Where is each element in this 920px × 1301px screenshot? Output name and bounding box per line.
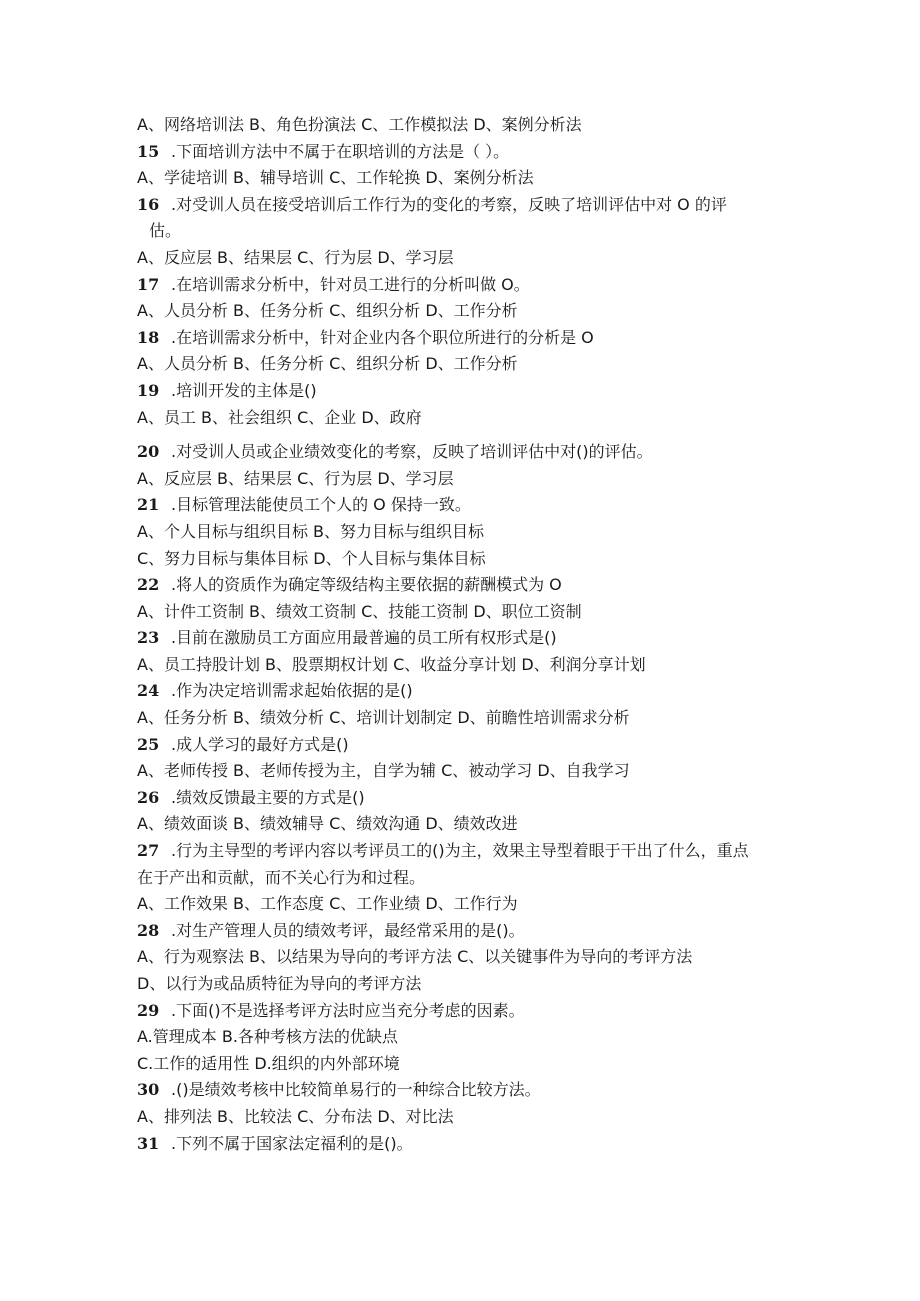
list-item [137,139,797,166]
list-item [137,652,797,679]
question-number: 20 [137,442,160,462]
list-item [137,298,797,325]
list-item [137,625,797,652]
list-item [137,811,797,838]
line-text: A、学徒培训 B、辅导培训 C、工作轮换 D、案例分析法 [137,168,534,188]
line-text: D、以行为或品质特征为导向的考评方法 [137,974,422,993]
line-text: A.管理成本 B.各种考核方法的优缺点 [137,1027,398,1047]
line-text: .在培训需求分析中，针对企业内各个职位所进行的分析是 O [171,327,594,347]
line-text: A、反应层 B、结果层 C、行为层 D、学习层 [137,247,454,267]
line-text: .绩效反馈最主要的方式是() [171,787,365,807]
line-text: .培训开发的主体是() [171,380,317,400]
line-text: .作为决定培训需求起始依据的是() [171,681,413,701]
question-number: 29 [137,1000,160,1020]
question-number: 22 [137,575,160,595]
list-item [137,245,797,272]
line-text: A、绩效面谈 B、绩效辅导 C、绩效沟通 D、绩效改进 [137,814,518,834]
question-number: 17 [137,274,160,294]
list-item [137,918,797,945]
line-text: A、工作效果 B、工作态度 C、工作业绩 D、工作行为 [137,894,518,914]
list-item [137,678,797,705]
list-item [137,944,797,971]
question-number: 15 [137,141,160,161]
line-text: .()是绩效考核中比较简单易行的一种综合比较方法。 [171,1080,541,1100]
list-item [137,998,797,1025]
list-item [137,572,797,599]
question-number: 18 [137,327,160,347]
line-text: .目前在激励员工方面应用最普遍的员工所有权形式是() [171,628,557,648]
question-number: 16 [137,194,160,214]
list-item [137,971,797,998]
line-text: .目标管理法能使员工个人的 O 保持一致。 [171,495,471,515]
line-text: .对受训人员在接受培训后工作行为的变化的考察，反映了培训评估中对 O 的评 [171,194,727,214]
list-item [137,466,797,493]
line-text: 估。 [149,221,182,241]
list-item [137,891,797,918]
line-text: A、计件工资制 B、绩效工资制 C、技能工资制 D、职位工资制 [137,601,582,621]
line-text: .下列不属于国家法定福利的是()。 [171,1133,413,1153]
line-text: C.工作的适用性 D.组织的内外部环境 [137,1053,400,1073]
list-item [137,351,797,378]
list-item [137,838,797,865]
question-list [137,112,797,1157]
question-number: 30 [137,1080,160,1100]
line-text: A、排列法 B、比较法 C、分布法 D、对比法 [137,1106,454,1126]
list-item [137,439,797,466]
question-number: 26 [137,787,160,807]
list-item [137,1024,797,1051]
list-item [137,192,797,219]
list-item [137,546,797,573]
list-item [137,1104,797,1131]
list-item [137,1131,797,1158]
list-item [137,378,797,405]
list-item [137,865,797,892]
line-text: .下面()不是选择考评方法时应当充分考虑的因素。 [171,1000,525,1020]
list-item [137,705,797,732]
line-text: A、网络培训法 B、角色扮演法 C、工作模拟法 D、案例分析法 [137,115,582,134]
line-text: .将人的资质作为确定等级结构主要依据的薪酬模式为 O [171,575,562,595]
list-item [137,519,797,546]
list-item [137,272,797,299]
list-item [137,165,797,192]
line-text: A、人员分析 B、任务分析 C、组织分析 D、工作分析 [137,354,518,374]
line-text: .对生产管理人员的绩效考评，最经常采用的是()。 [171,920,525,940]
line-text: .对受训人员或企业绩效变化的考察，反映了培训评估中对()的评估。 [171,442,653,462]
list-item [137,1051,797,1078]
line-text: C、努力目标与集体目标 D、个人目标与集体目标 [137,548,486,568]
line-text: 在于产出和贡献，而不关心行为和过程。 [137,867,426,887]
line-text: .行为主导型的考评内容以考评员工的()为主，效果主导型着眼于干出了什么，重点 [171,841,749,861]
list-item [137,785,797,812]
line-text: A、员工 B、社会组织 C、企业 D、政府 [137,407,422,427]
question-number: 24 [137,681,160,701]
line-text: .下面培训方法中不属于在职培训的方法是（ ）。 [171,141,510,161]
list-item [137,732,797,759]
line-text: A、员工持股计划 B、股票期权计划 C、收益分享计划 D、利润分享计划 [137,654,646,674]
line-text: A、人员分析 B、任务分析 C、组织分析 D、工作分析 [137,301,518,321]
list-item [137,599,797,626]
line-text: A、反应层 B、结果层 C、行为层 D、学习层 [137,468,454,488]
question-number: 21 [137,495,160,515]
list-item [137,112,797,139]
question-number: 25 [137,734,160,754]
line-text: A、行为观察法 B、以结果为导向的考评方法 C、以关键事件为导向的考评方法 [137,947,693,967]
line-text: .在培训需求分析中，针对员工进行的分析叫做 O。 [171,274,530,294]
question-number: 28 [137,920,160,940]
question-number: 23 [137,628,160,648]
question-number: 19 [137,380,160,400]
line-text: A、老师传授 B、老师传授为主，自学为辅 C、被动学习 D、自我学习 [137,761,630,781]
question-number: 27 [137,841,160,861]
list-item [137,492,797,519]
list-item [137,405,797,432]
list-item [137,1077,797,1104]
line-text: A、个人目标与组织目标 B、努力目标与组织目标 [137,521,485,541]
line-text: .成人学习的最好方式是() [171,734,349,754]
list-item [137,758,797,785]
list-item [137,218,797,245]
question-number: 31 [137,1133,160,1153]
list-item [137,325,797,352]
line-text: A、任务分析 B、绩效分析 C、培训计划制定 D、前瞻性培训需求分析 [137,708,630,728]
